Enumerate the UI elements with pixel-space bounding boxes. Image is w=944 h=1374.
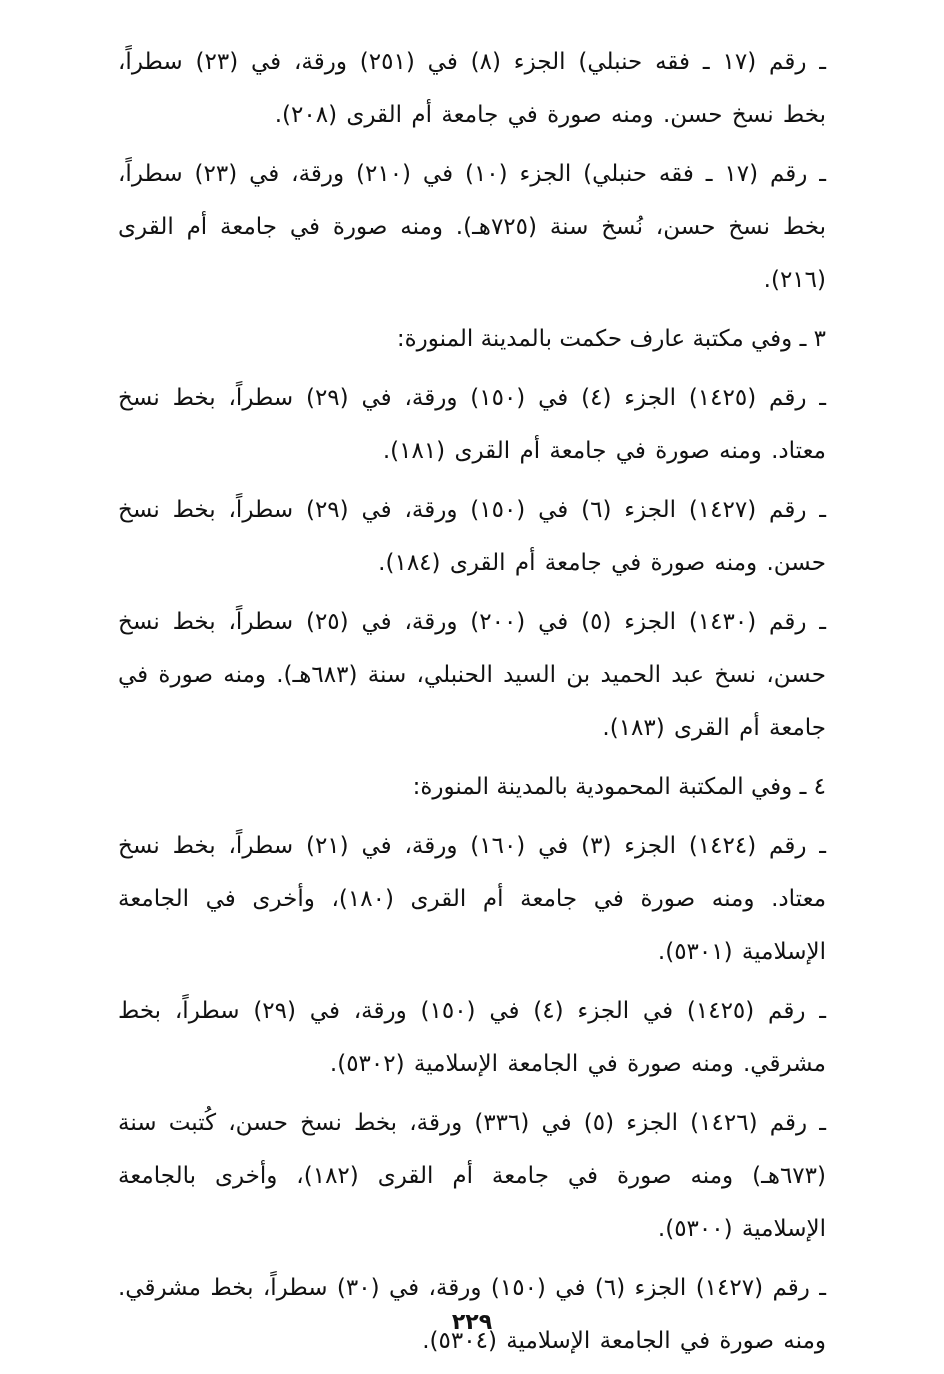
manuscript-entry: ـ رقم (١٧ ـ فقه حنبلي) الجزء (١٠) في (٢١٠) ورقة، في (٢٣) سطراً، بخط نسخ حسن، نُسخ سنة (٧٢٥هـ). ومنه صورة في جامعة أم القرى (٢١٦). <box>118 161 827 293</box>
manuscript-entry: ـ رقم (١٤٢٦) الجزء (٥) في (٣٣٦) ورقة، بخط نسخ حسن، كُتبت سنة (٦٧٣هـ) ومنه صورة في جامعة أم القرى (١٨٢)، وأخرى بالجامعة الإسلامية (٥٣٠٠). <box>118 1110 826 1242</box>
manuscript-entry: ـ رقم (١٤٢٧) الجزء (٦) في (١٥٠) ورقة، في (٣٠) سطراً، بخط مشرقي. ومنه صورة في الجامعة الإسلامية (٥٣٠٤). <box>118 1275 826 1354</box>
manuscript-entry: ـ رقم (١٧ ـ فقه حنبلي) الجزء (٨) في (٢٥١) ورقة، في (٢٣) سطراً، بخط نسخ حسن. ومنه صورة في جامعة أم القرى (٢٠٨). <box>118 49 827 128</box>
page-body <box>118 36 826 1374</box>
manuscript-entry: ـ رقم (١٤٣٠) الجزء (٥) في (٢٠٠) ورقة، في (٢٥) سطراً، بخط نسخ حسن، نسخ عبد الحميد بن السيد الحنبلي، سنة (٦٨٣هـ). ومنه صورة في جامعة أم القرى (١٨٣). <box>118 609 826 741</box>
manuscript-entry: ـ رقم (١٤٢٥) في الجزء (٤) في (١٥٠) ورقة، في (٢٩) سطراً، بخط مشرقي. ومنه صورة في الجامعة الإسلامية (٥٣٠٢). <box>118 998 826 1077</box>
page-number: ٢٢٩ <box>451 1310 493 1335</box>
manuscript-entry: ـ رقم (١٤٢٧) الجزء (٦) في (١٥٠) ورقة، في (٢٩) سطراً، بخط نسخ حسن. ومنه صورة في جامعة أم القرى (١٨٤). <box>118 497 826 576</box>
manuscript-entry: ـ رقم (١٤٢٤) الجزء (٣) في (١٦٠) ورقة، في (٢١) سطراً، بخط نسخ معتاد. ومنه صورة في جامعة أم القرى (١٨٠)، وأخرى في الجامعة الإسلامية (٥٣٠١). <box>118 833 827 965</box>
section-heading: ٣ ـ وفي مكتبة عارف حكمت بالمدينة المنورة: <box>396 326 826 352</box>
manuscript-entry: ـ رقم (١٤٢٥) الجزء (٤) في (١٥٠) ورقة، في (٢٩) سطراً، بخط نسخ معتاد. ومنه صورة في جامعة أم القرى (١٨١). <box>118 385 826 464</box>
section-heading: ٤ ـ وفي المكتبة المحمودية بالمدينة المنورة: <box>412 774 826 800</box>
